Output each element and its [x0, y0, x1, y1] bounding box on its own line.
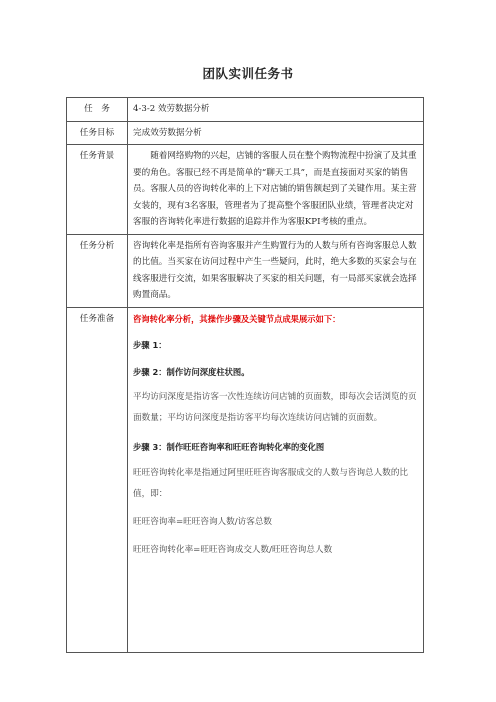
- content-goal: 完成效劳数据分析: [128, 121, 424, 145]
- document-title: 团队实训任务书: [202, 66, 294, 81]
- content-task: 4-3-2 效劳数据分析: [128, 98, 424, 122]
- step-2: 步骤 2：制作访问深度柱状图。: [133, 366, 250, 377]
- content-background: 随着网络购物的兴起，店铺的客服人员在整个购物流程中扮演了及其重要的角色。客服已经不再是简单的“聊天工具”，而是直接面对买家的销售员。客服人员的咨询转化率的上下对店铺的销售额起到了关键作用。某主营女装的，现有3名客服，管理者为了提高整个客服团队业绩，管理者决定对客服的咨询转化率进行数据的追踪并作为客服KPI考核的重点。: [128, 145, 424, 235]
- row-background: [67, 145, 424, 235]
- row-prep: [67, 307, 424, 652]
- label-analysis: 任务分析: [67, 234, 128, 307]
- content-analysis: 咨询转化率是指所有咨询客服并产生购置行为的人数与所有咨询客服总人数的比值。当买家在访问过程中产生一些疑问，此时，绝大多数的买家会与在线客服进行交流，如果客服解决了买家的相关问题，有一局部买家就会选择购置商品。: [128, 234, 424, 307]
- paragraph-conversion: 旺旺咨询转化率是指通过阿里旺旺咨询客服成交的人数与咨询总人数的比值，即：: [133, 467, 409, 499]
- row-analysis: [67, 234, 424, 307]
- formula-conversion-rate: 旺旺咨询转化率=旺旺咨询成交人数/旺旺咨询总人数: [133, 544, 333, 555]
- label-background: 任务背景: [67, 145, 128, 235]
- content-prep: [128, 307, 424, 652]
- label-goal: 任务目标: [67, 121, 128, 145]
- label-prep: 任务准备: [67, 307, 128, 652]
- paragraph-visit-depth: 平均访问深度是指访客一次性连续访问店铺的页面数，即每次会话浏览的页面数量；平均访问深度是指访客平均每次连续访问店铺的页面数。: [133, 392, 417, 423]
- label-task: 任 务: [67, 98, 128, 122]
- task-table: [66, 97, 424, 653]
- step-1: 步骤 1：: [133, 340, 167, 350]
- row-task: [67, 98, 424, 122]
- formula-consult-rate: 旺旺咨询率=旺旺咨询人数/访客总数: [133, 516, 273, 527]
- step-3: 步骤 3：制作旺旺咨询率和旺旺咨询转化率的变化图: [133, 442, 325, 452]
- prep-heading: 咨询转化率分析，其操作步骤及关键节点成果展示如下：: [133, 313, 341, 324]
- row-goal: [67, 121, 424, 145]
